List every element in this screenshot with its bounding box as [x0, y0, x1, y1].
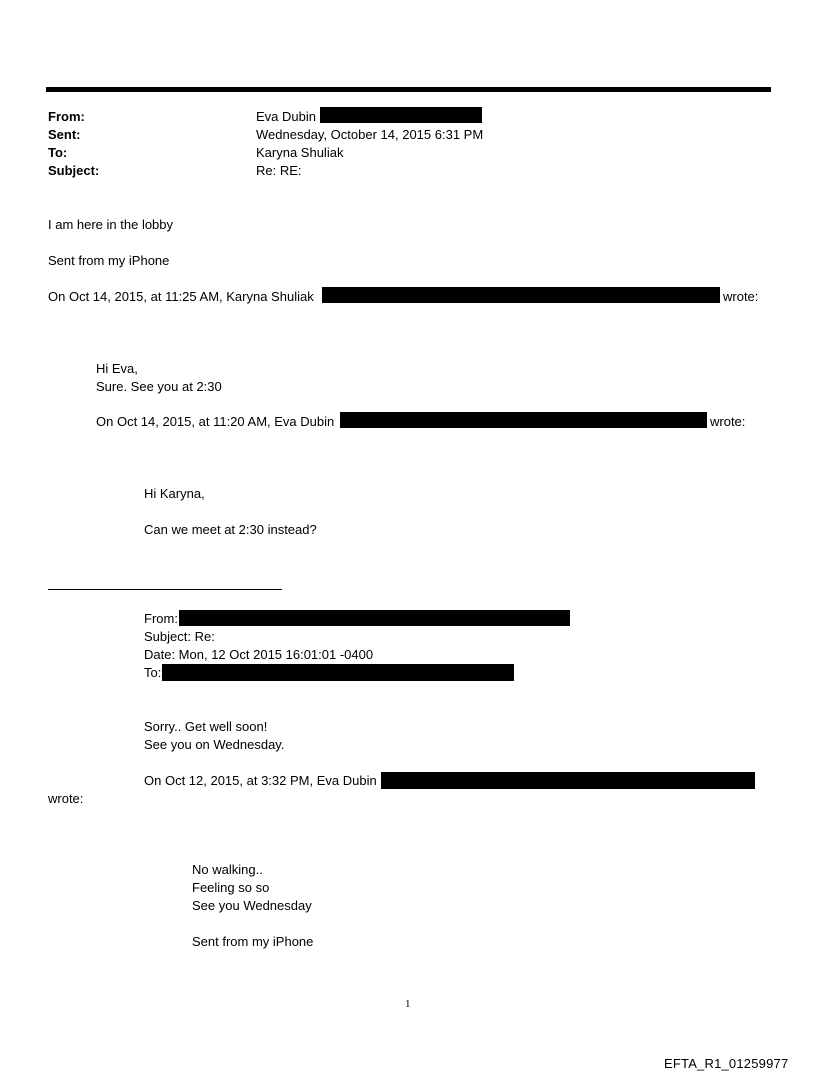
forwarded-from-label: From:: [144, 611, 178, 626]
quote-attribution-end: wrote:: [723, 289, 759, 304]
quote-body-line: Feeling so so: [192, 880, 270, 895]
message-signature: Sent from my iPhone: [48, 253, 170, 268]
header-top-rule: [46, 87, 771, 92]
redaction-block: [381, 772, 755, 789]
quote-signature: Sent from my iPhone: [192, 934, 314, 949]
header-from-label: From:: [48, 109, 85, 124]
quote-attribution-end: wrote:: [710, 414, 746, 429]
quote-greeting: Hi Eva,: [96, 361, 138, 376]
bates-number: EFTA_R1_01259977: [664, 1056, 789, 1071]
header-subject-label: Subject:: [48, 163, 100, 178]
redaction-block: [162, 664, 514, 681]
header-to-label: To:: [48, 145, 68, 160]
header-to-value: Karyna Shuliak: [256, 145, 344, 160]
redaction-block: [320, 107, 482, 123]
message-body: I am here in the lobby: [48, 217, 174, 232]
quote-greeting: Hi Karyna,: [144, 486, 205, 501]
header-subject-value: Re: RE:: [256, 163, 302, 178]
separator-line: [48, 589, 282, 590]
quote-body-line: See you Wednesday: [192, 898, 312, 913]
page-number: 1: [405, 998, 411, 1010]
quote-attribution: On Oct 12, 2015, at 3:32 PM, Eva Dubin: [144, 773, 377, 788]
header-from-value: Eva Dubin: [256, 109, 316, 124]
quote-attribution: On Oct 14, 2015, at 11:25 AM, Karyna Shuliak: [48, 289, 314, 304]
header-sent-label: Sent:: [48, 127, 81, 142]
quote-attribution: On Oct 14, 2015, at 11:20 AM, Eva Dubin: [96, 414, 335, 429]
forwarded-body-line: See you on Wednesday.: [144, 737, 285, 752]
redaction-block: [179, 610, 570, 626]
header-sent-value: Wednesday, October 14, 2015 6:31 PM: [256, 127, 484, 142]
forwarded-subject: Subject: Re:: [144, 629, 215, 644]
quote-attribution-end: wrote:: [48, 791, 84, 806]
forwarded-to-label: To:: [144, 665, 162, 680]
forwarded-date: Date: Mon, 12 Oct 2015 16:01:01 -0400: [144, 647, 374, 662]
redaction-block: [340, 412, 707, 428]
quote-body-line: No walking..: [192, 862, 263, 877]
forwarded-body-line: Sorry.. Get well soon!: [144, 719, 268, 734]
quote-body: Can we meet at 2:30 instead?: [144, 522, 317, 537]
redaction-block: [322, 287, 720, 303]
quote-body: Sure. See you at 2:30: [96, 379, 222, 394]
